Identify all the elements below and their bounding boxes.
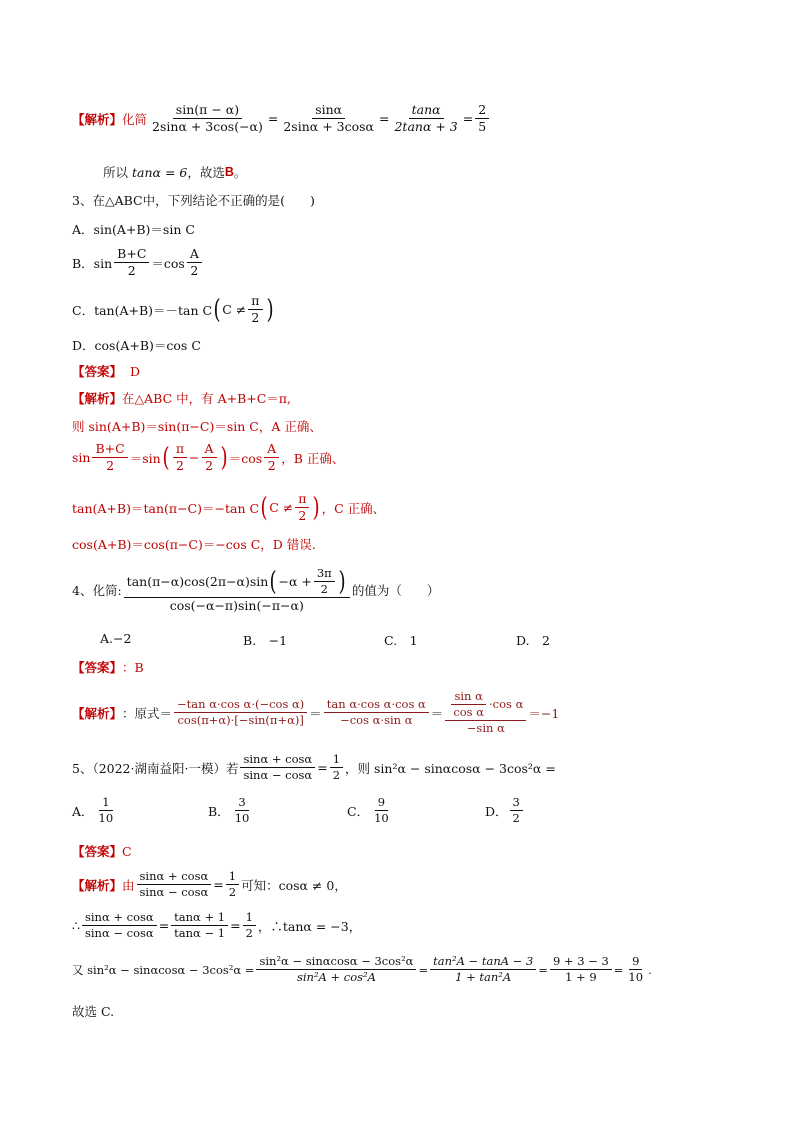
- q3-option-b: B．sin $\frac{B+C}{2}$ ＝cos $\frac{A}{2}$: [72, 247, 204, 279]
- q2-analysis-line: 【解析】 化简 $\frac{\sin(\pi - \alpha)}{2\sin\alpha + 3\cos(-\alpha)}$ = $\frac{\sin\alpha}{2\sin\alpha + 3\cos\alpha}$ = $\frac{\tan\alpha}{2\tan\alpha + 3}$ = $\frac{2}{5}$: [72, 103, 491, 135]
- fraction: $\frac{\pi}{2}$: [248, 294, 262, 326]
- q4-answer: 【答案】 ：B: [72, 660, 144, 675]
- q4-option-d: D. 2: [516, 633, 551, 648]
- q2-conclusion: 所以 tanα = 6 ，故选 B 。: [103, 164, 247, 180]
- fraction: $\frac{B+C}{2}$: [114, 247, 149, 279]
- analysis-tag: 【解析】: [72, 112, 123, 127]
- q5-option-b: B． $\frac{3}{10}$: [208, 795, 250, 826]
- q5-final: 故选 C.: [72, 1004, 115, 1019]
- q3-analysis-4: tan(A+B)＝tan(π−C)＝−tan C ( C ≠ $\frac{\pi}{2}$ ) ，C 正确、: [72, 491, 386, 524]
- q5-analysis-3: 又 sin²α − sinαcosα − 3cos²α = $\frac{\text{sin²α − sinαcosα − 3cos²α}}{\text{sin²A + cos²A}}$ = $\frac{\text{tan²A − tanA − 3}}{\text{1 + tan²A}}$ = $\frac{9 + 3 - 3}{1 + 9}$ = $\frac{9}{10}$ .: [72, 954, 652, 985]
- q3-option-a: A．sin(A+B)＝sin C: [72, 222, 195, 237]
- q3-stem: 3、在△ABC中，下列结论不正确的是( ): [72, 193, 315, 208]
- q3-analysis-5: cos(A+B)＝cos(π−C)＝−cos C，D 错误.: [72, 537, 316, 552]
- q3-analysis-3: sin $\frac{B+C}{2}$ ＝sin ( $\frac{\pi}{2}$ − $\frac{A}{2}$ ) ＝cos $\frac{A}{2}$ ，B 正确、: [72, 441, 345, 474]
- q4-option-b: B. −1: [243, 633, 288, 648]
- q3-analysis-2: 则 sin(A+B)＝sin(π−C)＝sin C，A 正确、: [72, 419, 322, 434]
- q3-option-d: D．cos(A+B)＝cos C: [72, 338, 201, 353]
- q5-stem: 5、（2022·湖南益阳·一模）若 $\frac{\sin\alpha + \cos\alpha}{\sin\alpha - \cos\alpha}$ = $\frac{1}{2}$ ，则 sin²α − sinαcosα − 3cos²α =: [72, 752, 556, 783]
- fraction: $\frac{A}{2}$: [187, 247, 202, 279]
- q5-analysis-1: 【解析】 由 $\frac{\sin\alpha + \cos\alpha}{\sin\alpha - \cos\alpha}$ = $\frac{1}{2}$ 可知：cosα ≠ 0，: [72, 869, 347, 900]
- analysis-lead: 化简: [122, 111, 148, 127]
- q4-analysis: 【解析】 ：原式＝ $\frac{\text{−tan α·cos α·(−cos α)}}{\cos(\pi+\alpha)\cdot[-\sin(\pi+\alpha)]}$ ＝ $\frac{\text{tan α·cos α·cos α}}{\text{−cos α·sin α}}$ ＝ $\frac{\text{sin α}}{\text{cos α}}$ ·cos α −sin α ＝−1: [72, 689, 560, 736]
- fraction: tan(π−α)cos(2π−α)sin ( −α + $\frac{3\pi}{2}$ ) cos(−α−π)sin(−π−α): [124, 567, 350, 614]
- q3-answer: 【答案】 D: [72, 363, 141, 379]
- q5-analysis-2: ∴ $\frac{\sin\alpha + \cos\alpha}{\sin\alpha - \cos\alpha}$ = $\frac{\tan\alpha + 1}{\tan\alpha - 1}$ = $\frac{1}{2}$ ，∴tanα = −3，: [72, 910, 362, 941]
- q5-option-d: D． $\frac{3}{2}$: [485, 796, 525, 825]
- fraction: $\frac{\sin(\pi - \alpha)}{2\sin\alpha + 3\cos(-\alpha)}$: [152, 102, 263, 135]
- q4-stem: 4、化简: tan(π−α)cos(2π−α)sin ( −α + $\frac{3\pi}{2}$ ) cos(−α−π)sin(−π−α) 的值为（ ）: [72, 566, 440, 614]
- q4-option-c: C. 1: [384, 633, 418, 648]
- q3-analysis-1: 【解析】 在△ABC 中，有 A+B+C＝π,: [72, 391, 291, 406]
- fraction: $\frac{\sin\alpha}{2\sin\alpha + 3\cos\alpha}$: [283, 102, 374, 135]
- fraction: $\frac{\tan\alpha}{2\tan\alpha + 3}$: [394, 102, 458, 135]
- q5-option-c: C． $\frac{9}{10}$: [347, 795, 389, 826]
- q3-option-c: C．tan(A+B)＝－tan C ( C ≠ $\frac{\pi}{2}$ ): [72, 293, 274, 326]
- q4-option-a: A.−2: [100, 631, 132, 646]
- q5-answer: 【答案】 C: [72, 843, 132, 859]
- q5-option-a: A． $\frac{1}{10}$: [72, 795, 114, 826]
- fraction: $\frac{2}{5}$: [475, 103, 489, 135]
